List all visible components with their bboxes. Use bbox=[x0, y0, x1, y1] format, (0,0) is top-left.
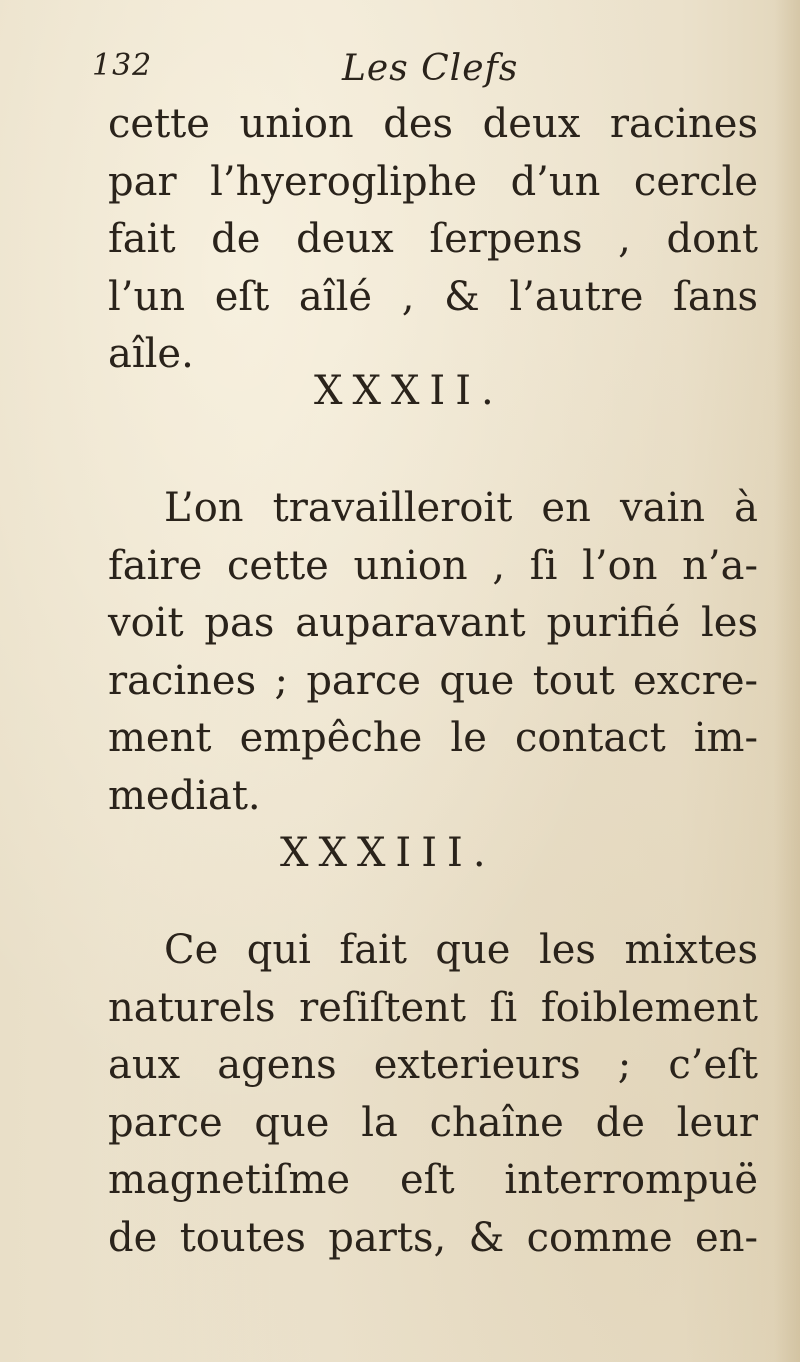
paragraph-section-32 bbox=[108, 480, 758, 825]
text-line: cette union des deux racines bbox=[108, 101, 758, 147]
text-line: L’on travailleroit en vain à bbox=[164, 485, 758, 531]
text-line: ment empêche le contact im- bbox=[108, 715, 758, 761]
paragraph-section-33 bbox=[108, 922, 758, 1267]
text-line: magnetiſme eſt interrompuë bbox=[108, 1157, 758, 1203]
text-line: mediat. bbox=[108, 772, 261, 819]
section-heading-32: XXXII. bbox=[314, 368, 504, 414]
text-line: faire cette union , ſi l’on n’a- bbox=[108, 542, 758, 589]
text-line: aux agens exterieurs ; c’eſt bbox=[108, 1042, 758, 1088]
running-title: Les Clefs bbox=[342, 48, 519, 89]
text-line: naturels reſiſtent ſi foiblement bbox=[108, 984, 758, 1031]
text-line: fait de deux ſerpens , dont bbox=[108, 216, 758, 262]
text-line: voit pas auparavant purifié les bbox=[108, 600, 758, 646]
paragraph-continued bbox=[108, 96, 758, 384]
text-line: de toutes parts, & comme en- bbox=[108, 1214, 758, 1261]
text-line: par l’hyerogliphe d’un cercle bbox=[108, 158, 758, 205]
page-edge-shadow bbox=[774, 0, 800, 1362]
text-line: Ce qui fait que les mixtes bbox=[164, 927, 758, 973]
section-heading-33: XXXIII. bbox=[280, 830, 496, 876]
text-line: l’un eſt aîlé , & l’autre ſans bbox=[108, 273, 758, 320]
page-header bbox=[92, 48, 552, 98]
text-line: racines ; parce que tout excre- bbox=[108, 657, 758, 704]
text-line: aîle. bbox=[108, 331, 194, 377]
page-number: 132 bbox=[92, 48, 153, 83]
text-line: parce que la chaîne de leur bbox=[108, 1099, 758, 1146]
